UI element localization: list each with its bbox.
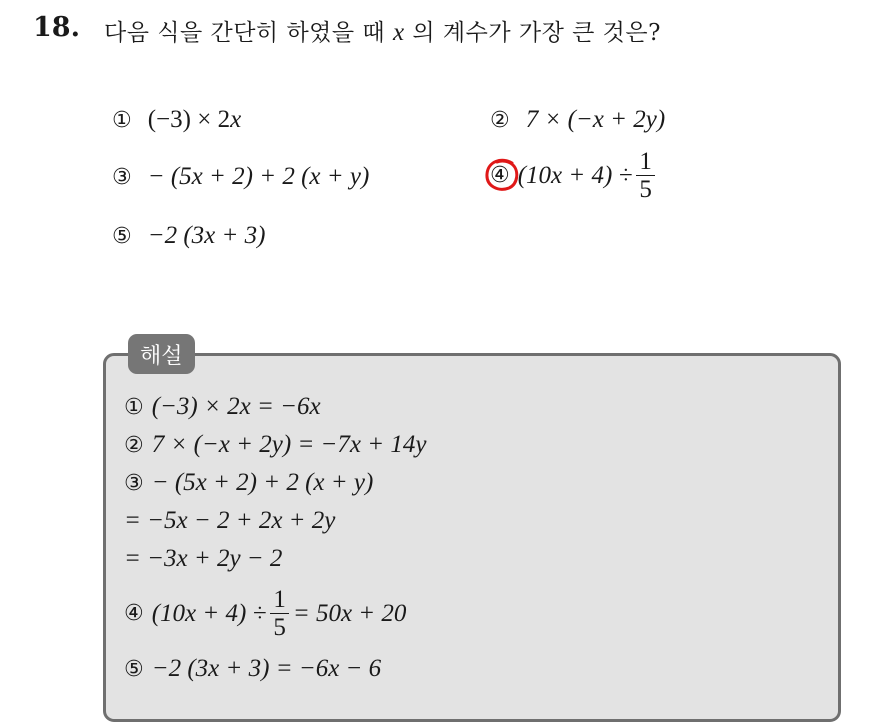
choice-3-number: ③ [112, 164, 132, 190]
solution-line-5-expression: = −3x + 2y − 2 [124, 545, 283, 572]
solution-line-7 [124, 655, 381, 683]
choice-2[interactable] [490, 106, 665, 134]
solution-line-5 [124, 545, 282, 573]
solution-line-6-fraction-denominator: 5 [273, 614, 286, 641]
solution-label: 해설 [128, 334, 195, 374]
choice-5-number: ⑤ [112, 223, 132, 249]
choice-3-expression: − (5x + 2) + 2 (x + y) [147, 163, 370, 190]
choice-1-expression: (−3) × 2x [147, 106, 242, 133]
choice-4-fraction [636, 148, 655, 203]
solution-line-1-mark: ① [124, 394, 144, 420]
choice-3[interactable] [112, 163, 369, 191]
solution-line-7-mark: ⑤ [124, 656, 144, 682]
question-number: 18. [33, 12, 80, 43]
choice-1[interactable] [112, 106, 241, 134]
choice-5[interactable] [112, 222, 265, 250]
solution-line-3-mark: ③ [124, 470, 144, 496]
question-text-before: 다음 식을 간단히 하였을 때 [104, 20, 386, 46]
choice-4-fraction-numerator: 1 [636, 148, 655, 176]
solution-line-6-expression-after: = 50x + 20 [292, 599, 407, 627]
solution-line-1 [124, 393, 321, 421]
solution-line-6-expression-before: (10x + 4) ÷ [151, 599, 267, 627]
solution-line-3 [124, 469, 373, 497]
choice-4-number: ④ [490, 163, 510, 188]
choice-4-fraction-denominator: 5 [639, 176, 652, 203]
solution-line-4 [124, 507, 335, 535]
choice-2-number: ② [490, 107, 510, 133]
choice-1-number: ① [112, 107, 132, 133]
solution-line-2 [124, 431, 427, 459]
solution-line-2-mark: ② [124, 432, 144, 458]
solution-line-6-fraction [270, 586, 289, 641]
solution-line-6-fraction-numerator: 1 [270, 586, 289, 614]
solution-line-6-mark: ④ [124, 601, 144, 626]
choice-2-expression: 7 × (−x + 2y) [525, 106, 666, 133]
question-text-after: 의 계수가 가장 큰 것은? [412, 20, 661, 46]
choice-4[interactable] [490, 148, 659, 203]
solution-line-1-expression: (−3) × 2x = −6x [151, 393, 321, 420]
solution-line-7-expression: −2 (3x + 3) = −6x − 6 [151, 655, 382, 682]
solution-line-4-expression: = −5x − 2 + 2x + 2y [124, 507, 336, 534]
solution-line-3-expression: − (5x + 2) + 2 (x + y) [151, 469, 374, 496]
choice-5-expression: −2 (3x + 3) [147, 222, 266, 249]
solution-line-2-expression: 7 × (−x + 2y) = −7x + 14y [151, 431, 427, 458]
choice-4-expression: (10x + 4) ÷ [517, 161, 633, 189]
solution-line-6 [124, 586, 406, 641]
question-text [104, 14, 661, 47]
question-variable: x [392, 19, 405, 46]
